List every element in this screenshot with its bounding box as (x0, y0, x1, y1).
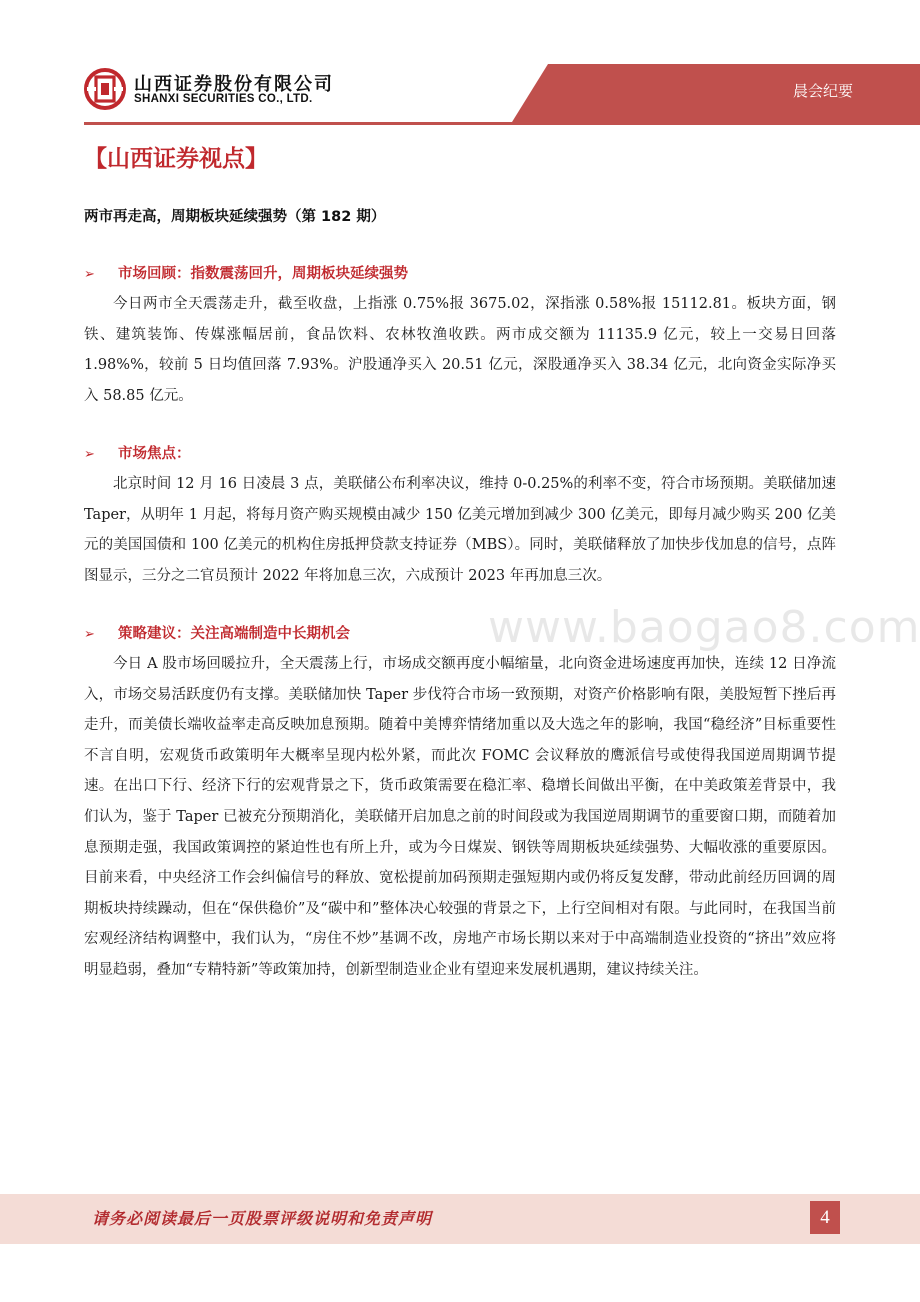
report-type-label: 晨会纪要 (792, 82, 853, 100)
arrow-bullet-icon: ➢ (84, 447, 95, 462)
section-heading-text: 策略建议：关注高端制造中长期机会 (118, 626, 350, 642)
section-heading-strategy (84, 622, 350, 643)
company-name-en: SHANXI SECURITIES CO., LTD. (134, 93, 313, 105)
company-name-cn: 山西证券股份有限公司 (134, 74, 334, 95)
paragraph-strategy: 今日 A 股市场回暖拉升，全天震荡上行，市场成交额再度小幅缩量，北向资金进场速度再加快，连续 12 日净流入，市场交易活跃度仍有支撑。美联储加快 Taper 步伐符合市场一致预期，对资产价格影响有限，美股短暂下挫后再走升，而美债长端收益率走高反映加息预期。随着中美博弈情绪加重以及大选之年的影响，我国“稳经济”目标重要性不言自明，宏观货币政策明年大概率呈现内松外紧，而此次 FOMC 会议释放的鹰派信号或使得我国逆周期调节提速。在出口下行、经济下行的宏观背景之下，货币政策需要在稳汇率、稳增长间做出平衡，在中美政策差背景中，我们认为，鉴于 Taper 已被充分预期消化，美联储开启加息之前的时间段或为我国逆周期调节的重要窗口期，而随着加息预期走强，我国政策调控的紧迫性也有所上升，或为今日煤炭、钢铁等周期板块延续强势、大幅收涨的重要原因。目前来看，中央经济工作会纠偏信号的释放、宽松提前加码预期走强短期内或仍将反复发酵，带动此前经历回调的周期板块持续躁动，但在“保供稳价”及“碳中和”整体决心较强的背景之下，上行空间相对有限。与此同时，在我国当前宏观经济结构调整中，我们认为，“房住不炒”基调不改，房地产市场长期以来对于中高端制造业投资的“挤出”效应将明显趋弱，叠加“专精特新”等政策加持，创新型制造业企业有望迎来发展机遇期，建议持续关注。 (84, 656, 836, 978)
page-number: 4 (810, 1201, 840, 1234)
arrow-bullet-icon: ➢ (84, 267, 95, 282)
report-title: 两市再走高，周期板块延续强势（第 182 期） (84, 209, 386, 225)
section-heading-market-review (84, 262, 408, 283)
header-divider (84, 122, 920, 125)
page-header (0, 0, 920, 130)
disclaimer-notice: 请务必阅读最后一页股票评级说明和免责声明 (92, 1209, 433, 1228)
section-heading-text: 市场回顾：指数震荡回升，周期板块延续强势 (118, 266, 408, 282)
section-heading-market-focus (84, 442, 191, 463)
watermark: www.baogao8.com (488, 602, 920, 653)
section-heading-text: 市场焦点： (118, 446, 191, 462)
company-logo-icon (84, 68, 126, 110)
section-heading: 【山西证券视点】 (84, 146, 268, 172)
arrow-bullet-icon: ➢ (84, 627, 95, 642)
paragraph-market-focus: 北京时间 12 月 16 日凌晨 3 点，美联储公布利率决议，维持 0-0.25%的利率不变，符合市场预期。美联储加速 Taper，从明年 1 月起，将每月资产购买规模由减少 150 亿美元增加到减少 300 亿美元，即每月减少购买 200 亿美元的美国国债和 100 亿美元的机构住房抵押贷款支持证券（MBS）。同时，美联储释放了加快步伐加息的信号，点阵图显示，三分之二官员预计 2022 年将加息三次，六成预计 2023 年再加息三次。 (84, 476, 836, 584)
header-band-shape (0, 0, 920, 130)
paragraph-market-review: 今日两市全天震荡走升，截至收盘，上指涨 0.75%报 3675.02，深指涨 0.58%报 15112.81。板块方面，钢铁、建筑装饰、传媒涨幅居前，食品饮料、农林牧渔收跌。两市成交额为 11135.9 亿元，较上一交易日回落 1.98%%，较前 5 日均值回落 7.93%。沪股通净买入 20.51 亿元，深股通净买入 38.34 亿元，北向资金实际净买入 58.85 亿元。 (84, 296, 836, 404)
